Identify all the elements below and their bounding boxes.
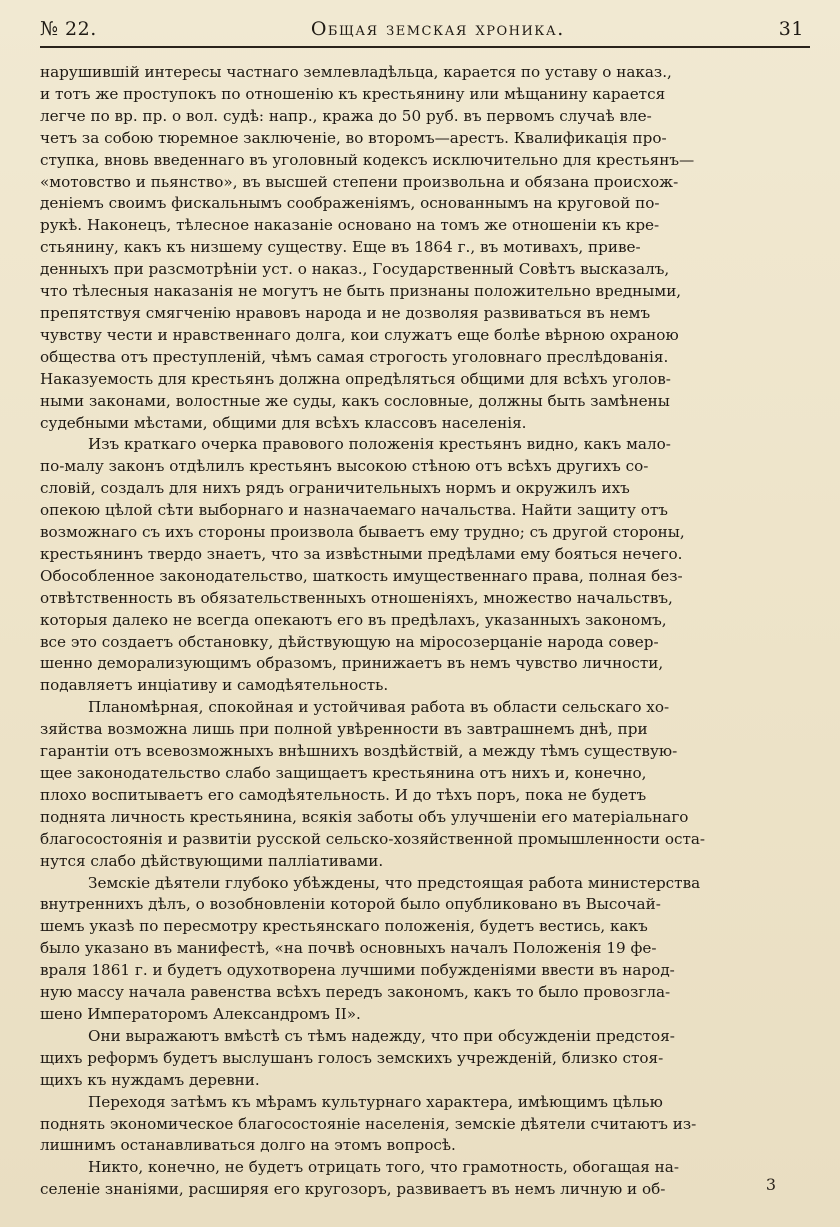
- paragraph-6: [40, 1092, 810, 1158]
- text-line: легче по вр. пр. о вол. судѣ: напр., кража до 50 руб. въ первомъ случаѣ вле-: [40, 106, 652, 125]
- issue-number: № 22.: [40, 18, 97, 40]
- text-line: зяйства возможна лишь при полной увѣренности въ завтрашнемъ днѣ, при: [40, 720, 648, 739]
- page-number: 31: [778, 18, 804, 40]
- article-body: [40, 62, 810, 1201]
- text-line: препятствуя смягченію нравовъ народа и не дозволяя развиваться въ немъ: [40, 303, 651, 322]
- text-line: нарушившій интересы частнаго землевладѣльца, карается по уставу о наказ.,: [40, 63, 672, 81]
- paragraph-7: [40, 1157, 810, 1201]
- text-line: все это создаетъ обстановку, дѣйствующую на міросозерцаніе народа совер-: [40, 632, 659, 651]
- text-line: общества отъ преступленій, чѣмъ самая строгость уголовнаго преслѣдованія.: [40, 347, 669, 366]
- running-head: [40, 18, 810, 48]
- text-line: шено Императоромъ Александромъ II».: [40, 1004, 361, 1023]
- text-line: что тѣлесныя наказанія не могутъ не быть признаны положительно вредными,: [40, 282, 682, 301]
- text-line: враля 1861 г. и будетъ одухотворена лучшими побужденіями ввести въ народ-: [40, 961, 675, 980]
- text-line: Переходя затѣмъ къ мѣрамъ культурнаго характера, имѣющимъ цѣлью: [88, 1092, 663, 1111]
- printer-signature-mark: 3: [765, 1175, 776, 1194]
- text-line: крестьянинъ твердо знаетъ, что за извѣстными предѣлами ему бояться нечего.: [40, 544, 683, 563]
- text-line: шемъ указѣ по пересмотру крестьянскаго положенія, будетъ вестись, какъ: [40, 917, 648, 936]
- text-line: ную массу начала равенства всѣхъ передъ закономъ, какъ то было провозгла-: [40, 983, 671, 1002]
- paragraph-5: [40, 1026, 810, 1092]
- text-line: селеніе знаніями, расширяя его кругозоръ, развиваетъ въ немъ личную и об-: [40, 1180, 666, 1199]
- text-line: Изъ краткаго очерка правового положенія крестьянъ видно, какъ мало-: [88, 435, 671, 454]
- text-line: гарантіи отъ всевозможныхъ внѣшнихъ воздѣйствій, а между тѣмъ существую-: [40, 742, 678, 761]
- paragraph-2: [40, 434, 810, 697]
- text-line: денiемъ своимъ фискальнымъ соображеніямъ, основаннымъ на круговой по-: [40, 194, 660, 213]
- text-line: Никто, конечно, не будетъ отрицать того, что грамотность, обогащая на-: [88, 1158, 679, 1177]
- text-line: поднята личность крестьянина, всякія заботы объ улучшеніи его матеріальнаго: [40, 807, 689, 826]
- paragraph-4: [40, 873, 810, 1026]
- paragraph-3: [40, 697, 810, 872]
- text-line: судебными мѣстами, общими для всѣхъ классовъ населенія.: [40, 413, 527, 432]
- text-line: нутся слабо дѣйствующими паллiативами.: [40, 851, 384, 870]
- text-line: рукѣ. Наконецъ, тѣлесное наказаніе основано на томъ же отношеніи къ кре-: [40, 216, 660, 235]
- text-line: плохо воспитываетъ его самодѣятельность. И до тѣхъ поръ, пока не будетъ: [40, 785, 647, 804]
- text-line: которыя далеко не всегда опекаютъ его въ предѣлахъ, указанныхъ закономъ,: [40, 610, 667, 629]
- text-line: шенно деморализующимъ образомъ, принижаетъ въ немъ чувство личности,: [40, 654, 664, 673]
- text-line: «мотовство и пьянство», въ высшей степени произвольна и обязана происхож-: [40, 172, 679, 191]
- text-line: ступка, вновь введеннаго въ уголовный кодексъ исключительно для крестьянъ—: [40, 150, 695, 169]
- text-line: возможнаго съ ихъ стороны произвола бываетъ ему трудно; съ другой стороны,: [40, 523, 685, 542]
- text-line: по-малу законъ отдѣлилъ крестьянъ высокою стѣною отъ всѣхъ другихъ со-: [40, 457, 649, 476]
- text-line: внутреннихъ дѣлъ, о возобновленіи которой было опубликовано въ Высочай-: [40, 895, 661, 914]
- text-line: щее законодательство слабо защищаетъ крестьянина отъ нихъ и, конечно,: [40, 764, 647, 782]
- text-line: Земскіе дѣятели глубоко убѣждены, что предстоящая работа министерства: [88, 873, 701, 892]
- text-line: Они выражаютъ вмѣстѣ съ тѣмъ надежду, что при обсужденіи предстоя-: [88, 1026, 675, 1045]
- text-line: лишнимъ останавливаться долго на этомъ вопросѣ.: [40, 1136, 456, 1155]
- text-line: было указано въ манифестѣ, «на почвѣ основныхъ началъ Положенія 19 фе-: [40, 939, 657, 958]
- text-line: Обособленное законодательство, шаткость имущественнаго права, полная без-: [40, 566, 683, 585]
- text-line: чувству чести и нравственнаго долга, кои служатъ еще болѣе вѣрною охраною: [40, 325, 679, 344]
- text-line: щихъ къ нуждамъ деревни.: [40, 1070, 260, 1089]
- paragraph-1: [40, 62, 810, 434]
- text-line: благосостоянія и развитіи русской сельско-хозяйственной промышленности оста-: [40, 829, 706, 848]
- text-line: словій, создалъ для нихъ рядъ ограничительныхъ нормъ и окружилъ ихъ: [40, 479, 630, 498]
- text-line: щихъ реформъ будетъ выслушанъ голосъ земскихъ учрежденій, близко стоя-: [40, 1048, 664, 1067]
- text-line: и тотъ же проступокъ по отношенію къ крестьянину или мѣщанину карается: [40, 84, 666, 103]
- text-line: ными законами, волостные же суды, какъ сословные, должны быть замѣнены: [40, 391, 670, 410]
- text-line: отвѣтственность въ обязательственныхъ отношеніяхъ, множество начальствъ,: [40, 588, 673, 607]
- text-line: Планомѣрная, спокойная и устойчивая работа въ области сельскаго хо-: [88, 698, 670, 717]
- text-line: стьянину, какъ къ низшему существу. Еще въ 1864 г., въ мотивахъ, приве-: [40, 238, 641, 257]
- section-title: Общая земская хроника.: [310, 18, 565, 40]
- text-line: поднять экономическое благосостояніе населенія, земскіе дѣятели считаютъ из-: [40, 1114, 697, 1133]
- text-line: денныхъ при разсмотрѣніи уст. о наказ., Государственный Совѣтъ высказалъ,: [40, 260, 670, 279]
- text-line: опекою цѣлой сѣти выборнаго и назначаемаго начальства. Найти защиту отъ: [40, 501, 668, 520]
- text-line: подавляетъ инціативу и самодѣятельность.: [40, 676, 389, 695]
- text-line: четъ за собою тюремное заключеніе, во второмъ—арестъ. Квалификація про-: [40, 128, 667, 147]
- text-line: Наказуемость для крестьянъ должна опредѣляться общими для всѣхъ уголов-: [40, 369, 671, 388]
